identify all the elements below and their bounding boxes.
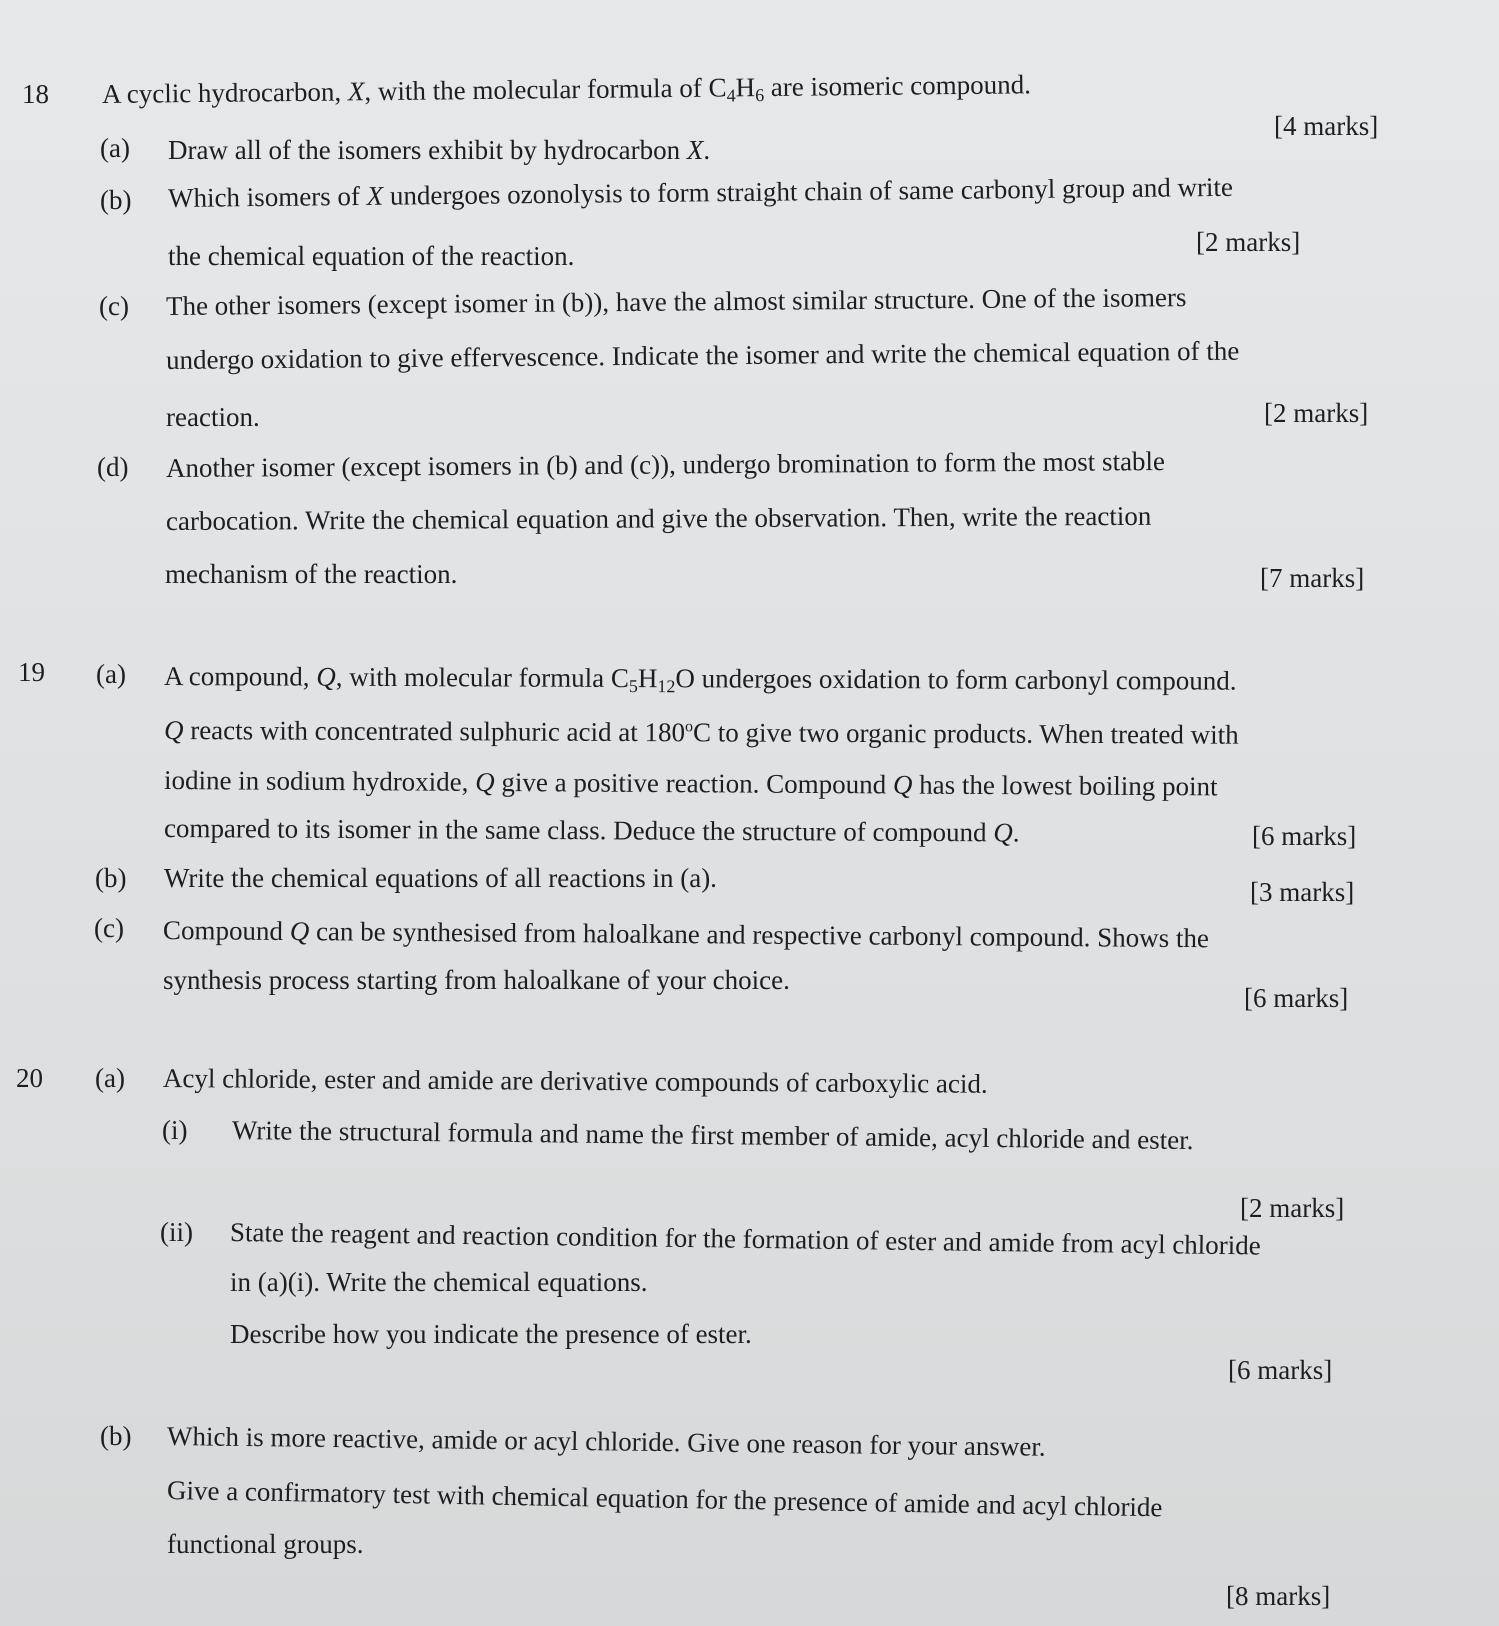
q20-part-a-ii-marks: [6 marks] xyxy=(1228,1355,1333,1385)
q19-part-c-marks: [6 marks] xyxy=(1244,983,1349,1013)
q20-part-a-text: Acyl chloride, ester and amide are derivative compounds of carboxylic acid. xyxy=(162,1063,988,1099)
q19-part-c-label: (c) xyxy=(94,913,124,943)
q18-part-c-marks: [2 marks] xyxy=(1264,398,1369,428)
q20-part-b-label: (b) xyxy=(100,1421,132,1451)
q18-part-d-line-3: mechanism of the reaction. xyxy=(165,559,458,589)
q19-part-a-line-3: iodine in sodium hydroxide, Q give a positive reaction. Compound Q has the lowest boiling point xyxy=(163,765,1218,802)
q18-part-a-text: Draw all of the isomers exhibit by hydrocarbon X. xyxy=(168,135,711,165)
q19-part-c-line-1: Compound Q can be synthesised from haloalkane and respective carbonyl compound. Shows the xyxy=(162,915,1210,954)
q19-part-a-line-1: A compound, Q, with molecular formula $C_5H_{12}O$ undergoes oxidation to form carbonyl compound. xyxy=(163,661,1237,697)
q18-part-b-line-2: the chemical equation of the reaction. xyxy=(168,241,575,271)
q19-part-b-label: (b) xyxy=(95,863,127,893)
q19-part-a-line-4: compared to its isomer in the same class. Deduce the structure of compound Q. xyxy=(163,813,1020,848)
q20-part-a-label: (a) xyxy=(95,1063,125,1093)
q18-part-d-marks: [7 marks] xyxy=(1260,563,1365,593)
q19-part-a-line-2: Q reacts with concentrated sulphuric acid at 180$^o$C to give two organic products. When treated with xyxy=(163,715,1239,750)
q20-part-a-ii-line-3: Describe how you indicate the presence of ester. xyxy=(230,1319,752,1349)
question-19-number: 19 xyxy=(18,657,45,687)
q20-part-b-marks: [8 marks] xyxy=(1226,1581,1331,1611)
question-18-stem: A cyclic hydrocarbon, X, with the molecular formula of $C_4H_6$ are isomeric compound. xyxy=(101,69,1032,109)
q18-part-c-line-1: The other isomers (except isomer in (b)), have the almost similar structure. One of the isomers xyxy=(165,282,1187,321)
q19-part-c-line-2: synthesis process starting from haloalkane of your choice. xyxy=(163,965,790,995)
q18-part-c-line-2: undergo oxidation to give effervescence. Indicate the isomer and write the chemical equation of the xyxy=(165,335,1240,375)
q20-part-a-i-text: Write the structural formula and name the first member of amide, acyl chloride and ester. xyxy=(231,1115,1194,1156)
q19-part-a-marks: [6 marks] xyxy=(1252,821,1357,851)
q20-part-b-line-3: functional groups. xyxy=(167,1529,364,1559)
q20-part-a-i-marks: [2 marks] xyxy=(1240,1193,1345,1223)
q18-part-b-marks: [2 marks] xyxy=(1196,227,1301,257)
q20-part-a-i-label: (i) xyxy=(162,1115,188,1145)
q20-part-a-ii-label: (ii) xyxy=(160,1217,193,1247)
q18-part-a-marks: [4 marks] xyxy=(1274,111,1379,141)
q18-part-a-label: (a) xyxy=(100,133,130,163)
q19-part-b-text: Write the chemical equations of all reactions in (a). xyxy=(164,863,717,893)
q20-part-b-line-1: Which is more reactive, amide or acyl chloride. Give one reason for your answer. xyxy=(166,1421,1046,1462)
q20-part-b-line-2: Give a confirmatory test with chemical equation for the presence of amide and acyl chloride xyxy=(166,1475,1163,1523)
q20-part-a-ii-line-1: State the reagent and reaction condition for the formation of ester and amide from acyl chloride xyxy=(229,1217,1261,1261)
q18-part-c-label: (c) xyxy=(99,291,129,321)
q19-part-a-label: (a) xyxy=(96,659,126,689)
q18-part-b-label: (b) xyxy=(100,185,132,215)
q18-part-d-label: (d) xyxy=(97,452,129,482)
q18-part-b-line-1: Which isomers of X undergoes ozonolysis to form straight chain of same carbonyl group and write xyxy=(167,171,1234,213)
question-18-number: 18 xyxy=(22,79,49,109)
q18-part-d-line-2: carbocation. Write the chemical equation and give the observation. Then, write the reaction xyxy=(165,500,1152,536)
q19-part-b-marks: [3 marks] xyxy=(1250,877,1355,907)
q18-part-c-line-3: reaction. xyxy=(166,402,260,432)
question-20-number: 20 xyxy=(16,1063,43,1093)
q18-part-d-line-1: Another isomer (except isomers in (b) and (c)), undergo bromination to form the most stable xyxy=(165,446,1166,483)
q20-part-a-ii-line-2: in (a)(i). Write the chemical equations. xyxy=(230,1267,648,1297)
